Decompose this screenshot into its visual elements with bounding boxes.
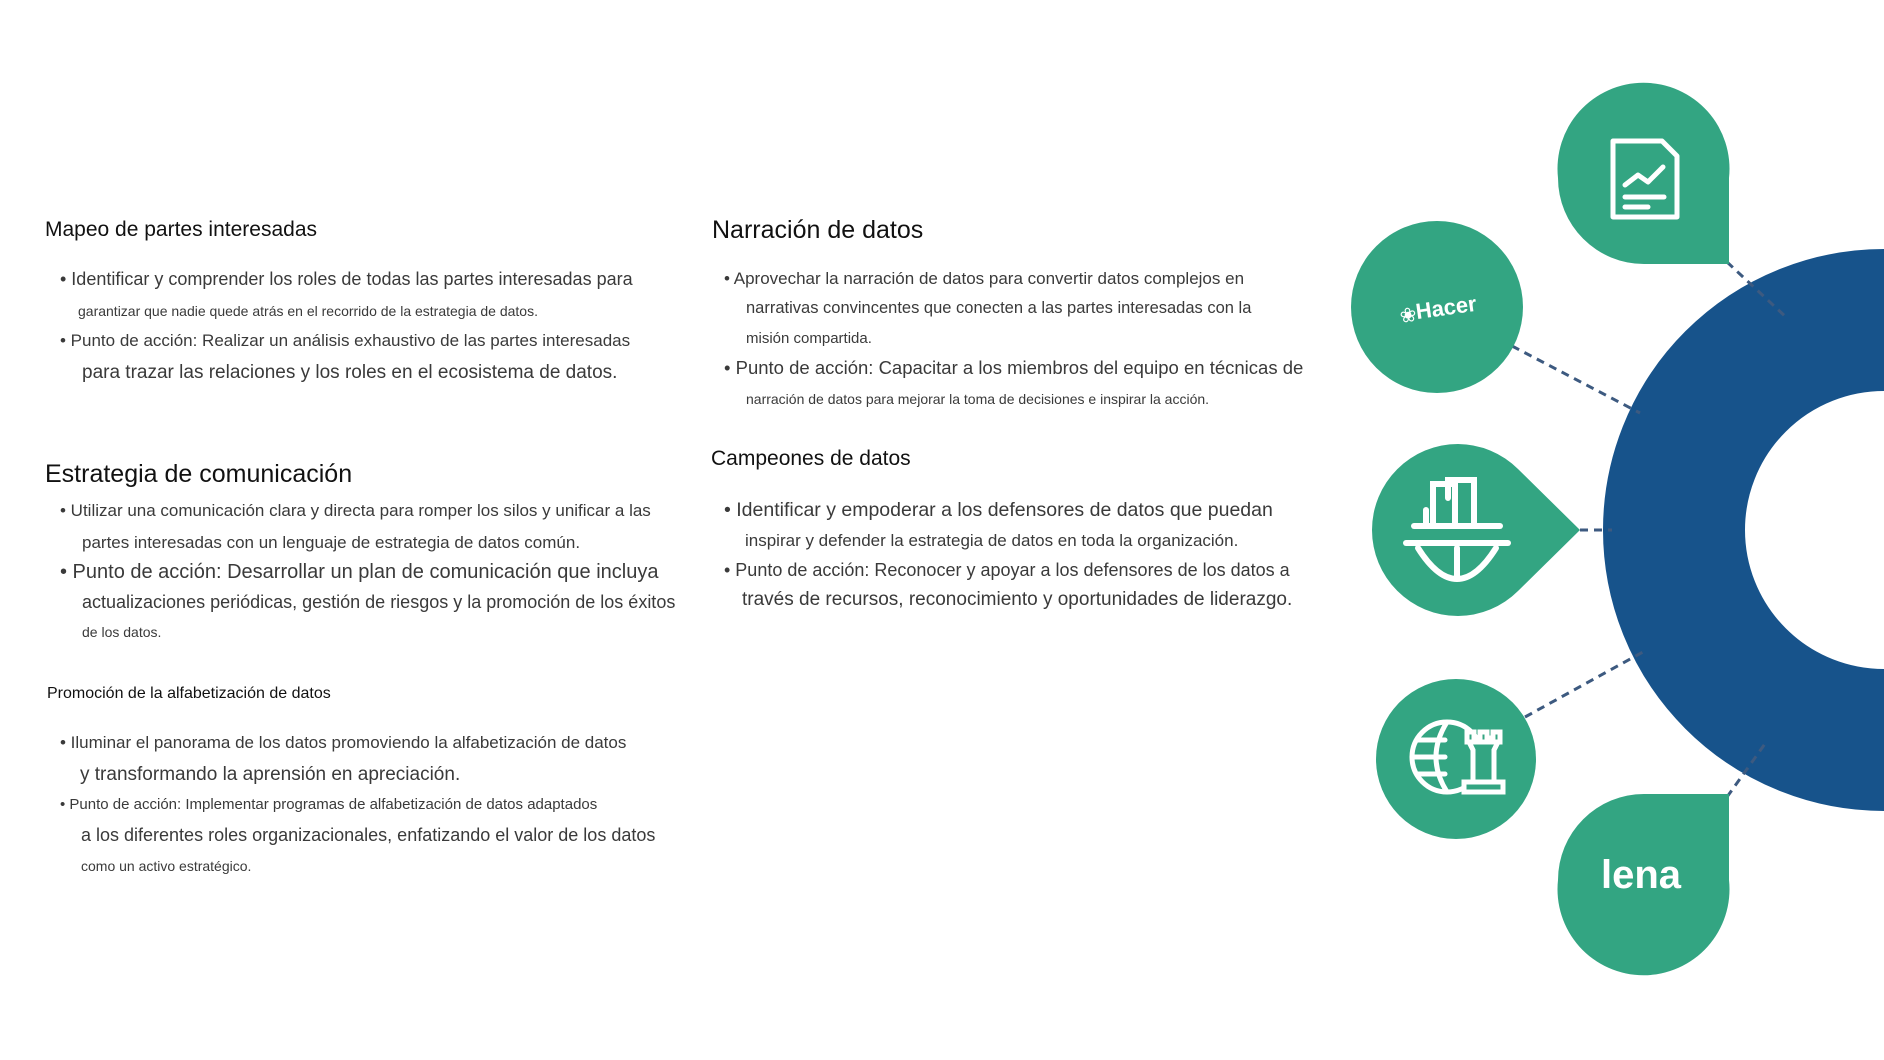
connector-upper <box>1512 346 1640 413</box>
node-report <box>1557 83 1729 264</box>
node-bridge <box>1372 358 1582 616</box>
hacer-label: Hacer <box>1414 290 1479 325</box>
bullet-line: garantizar que nadie quede atrás en el recorrido de la estrategia de datos. <box>78 303 538 319</box>
section-title: Estrategia de comunicación <box>45 460 353 488</box>
bullet-line: a los diferentes roles organizacionales, enfatizando el valor de los datos <box>81 825 656 845</box>
bullet-line: • Punto de acción: Capacitar a los miembros del equipo en técnicas de <box>724 357 1304 378</box>
node-globe <box>1376 679 1536 839</box>
hacer-label-icon: ❀ <box>1398 303 1418 328</box>
section-title: Mapeo de partes interesadas <box>45 218 318 241</box>
node-lena <box>1557 794 1729 975</box>
bullet-line: misión compartida. <box>746 330 872 347</box>
bullet-line: como un activo estratégico. <box>81 858 252 874</box>
lena-label: lena <box>1600 853 1682 897</box>
connector-lower <box>1525 652 1643 717</box>
section-title: Promoción de la alfabetización de datos <box>47 685 331 702</box>
section-title: Campeones de datos <box>711 447 911 470</box>
bullet-line: • Punto de acción: Desarrollar un plan de comunicación que incluya <box>60 561 659 583</box>
hub-ring <box>1674 320 1884 740</box>
bullet-line: y transformando la aprensión en apreciación. <box>80 764 461 785</box>
bullet-line: • Punto de acción: Implementar programas de alfabetización de datos adaptados <box>60 796 598 813</box>
bullet-line: • Punto de acción: Reconocer y apoyar a los defensores de los datos a <box>724 560 1290 580</box>
bullet-line: actualizaciones periódicas, gestión de riesgos y la promoción de los éxitos <box>82 592 676 612</box>
bullet-line: narración de datos para mejorar la toma de decisiones e inspirar la acción. <box>746 391 1210 407</box>
bullet-line: para trazar las relaciones y los roles en el ecosistema de datos. <box>82 362 618 383</box>
bullet-line: partes interesadas con un lenguaje de estrategia de datos común. <box>82 533 581 552</box>
bullet-line: • Iluminar el panorama de los datos promoviendo la alfabetización de datos <box>60 733 627 752</box>
bullet-line: inspirar y defender la estrategia de datos en toda la organización. <box>745 531 1239 550</box>
bullet-line: de los datos. <box>82 624 162 640</box>
bullet-line: • Aprovechar la narración de datos para convertir datos complejos en <box>724 269 1245 288</box>
bullet-line: • Identificar y empoderar a los defensores de datos que puedan <box>724 499 1273 521</box>
bullet-line: través de recursos, reconocimiento y oportunidades de liderazgo. <box>742 589 1293 610</box>
bullet-line: narrativas convincentes que conecten a las partes interesadas con la <box>746 299 1252 317</box>
bullet-line: • Identificar y comprender los roles de todas las partes interesadas para <box>60 269 633 289</box>
bullet-line: • Punto de acción: Realizar un análisis exhaustivo de las partes interesadas <box>60 331 631 350</box>
bullet-line: • Utilizar una comunicación clara y directa para romper los silos y unificar a las <box>60 501 651 520</box>
node-hacer <box>1351 221 1523 393</box>
section-title: Narración de datos <box>712 216 924 244</box>
